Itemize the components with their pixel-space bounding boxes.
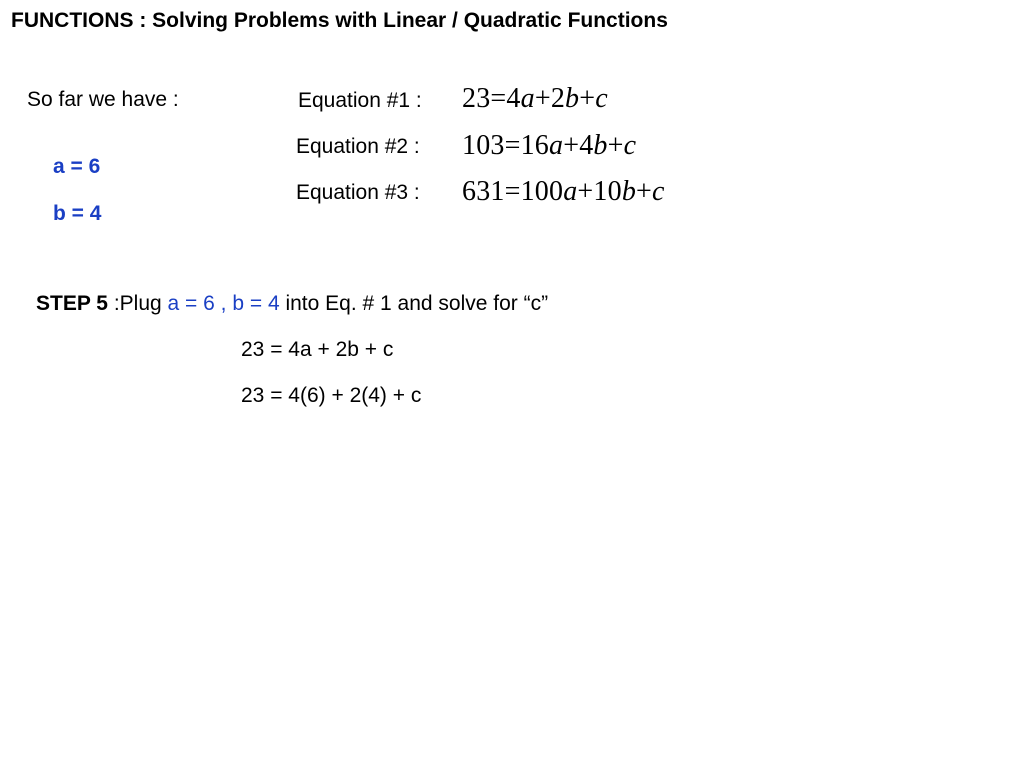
equation-3-coef-a: 100 — [520, 176, 564, 207]
step-text-before: :Plug — [107, 292, 168, 315]
equation-1-coef-a: 4 — [506, 83, 521, 114]
equation-3-plus-1: + — [577, 176, 594, 207]
equation-2-plus-1: + — [563, 130, 580, 161]
equation-1-var-a: a — [520, 83, 535, 114]
equation-2-var-b: b — [593, 130, 608, 161]
equation-2-lhs: 103 — [462, 130, 505, 161]
equation-1-coef-b: 2 — [550, 83, 566, 114]
equation-1 — [462, 83, 608, 115]
equation-3-plus-2: + — [636, 176, 653, 207]
equation-1-lhs: 23 — [462, 83, 491, 114]
intro-text: So far we have : — [27, 88, 179, 111]
equation-3-var-c: c — [652, 176, 665, 207]
equation-1-plus-1: + — [534, 83, 551, 114]
equation-2-coef-b: 4 — [579, 130, 594, 161]
known-value-a: a = 6 — [53, 155, 101, 178]
equation-2-var-c: c — [623, 130, 637, 161]
equation-1-var-b: b — [565, 83, 580, 114]
equation-3-equals: = — [504, 176, 521, 207]
equation-1-label: Equation #1 : — [298, 89, 422, 112]
equation-3-lhs: 631 — [462, 176, 505, 207]
equation-3-coef-b: 10 — [593, 176, 622, 207]
equation-2-var-a: a — [549, 130, 564, 161]
work-line-1: 23 = 4a + 2b + c — [241, 338, 394, 361]
equation-1-plus-2: + — [579, 83, 596, 114]
step-highlight: a = 6 , b = 4 — [167, 292, 280, 315]
step-instruction — [36, 292, 548, 316]
equation-2 — [462, 130, 636, 162]
equation-2-coef-a: 16 — [520, 130, 550, 161]
equation-3-var-a: a — [563, 176, 578, 207]
equation-3-var-b: b — [621, 176, 637, 207]
step-text-after: into Eq. # 1 and solve for “c” — [279, 292, 549, 315]
equation-2-label: Equation #2 : — [296, 135, 420, 158]
page-title: FUNCTIONS : Solving Problems with Linear / Quadratic Functions — [11, 9, 668, 32]
equation-3-label: Equation #3 : — [296, 181, 420, 204]
equation-1-var-c: c — [595, 83, 608, 114]
equation-2-plus-2: + — [607, 130, 624, 161]
known-value-b: b = 4 — [53, 202, 102, 225]
work-line-2: 23 = 4(6) + 2(4) + c — [241, 384, 422, 407]
equation-2-equals: = — [504, 130, 521, 161]
equation-1-equals: = — [490, 83, 507, 114]
equation-3 — [462, 176, 665, 208]
step-label: STEP 5 — [36, 292, 108, 315]
